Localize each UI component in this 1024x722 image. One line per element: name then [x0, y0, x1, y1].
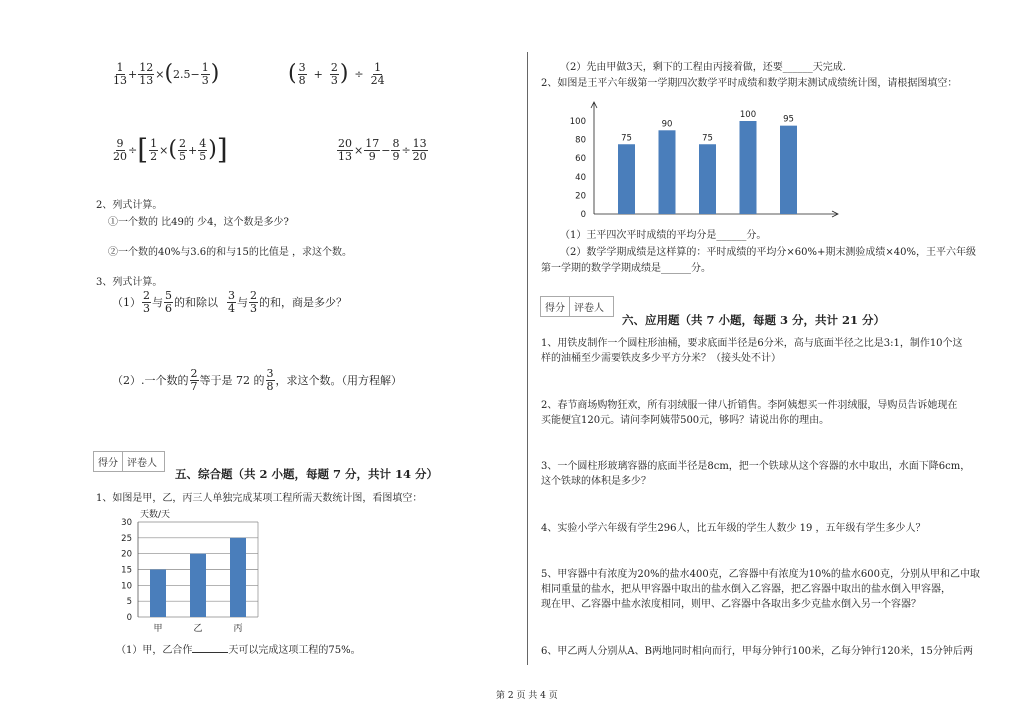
- bar: [659, 130, 676, 214]
- y-tick-label: 10: [121, 581, 132, 592]
- data-label: 100: [739, 110, 757, 120]
- question-2-1-right: （1）王平四次平时成绩的平均分是______分。: [560, 230, 767, 241]
- question-3-title: 3、列式计算。: [96, 277, 163, 288]
- calc-expression-4: $\frac{20}{13}$ × $\frac{17}{9}$ − $\frac{8}{9}$ ÷ $\frac{13}{20}$: [338, 137, 427, 163]
- section-6-title: 六、应用题（共 7 小题，每题 3 分，共计 21 分）: [622, 313, 886, 327]
- y-tick-label: 30: [121, 518, 132, 528]
- y-tick-label: 15: [121, 565, 132, 576]
- fraction: $\frac{4}{5}$: [199, 136, 207, 163]
- page-footer: 第 2 页 共 4 页: [496, 691, 558, 701]
- y-tick-label: 0: [580, 210, 586, 220]
- bar: [699, 144, 716, 214]
- fraction: $\frac{12}{13}$: [139, 61, 154, 87]
- y-tick-label: 40: [575, 172, 586, 183]
- reviewer-label: 评卷人: [127, 458, 157, 469]
- fraction: $\frac{3}{8}$: [266, 367, 274, 393]
- calc-expression-3: $\frac{9}{20}$ ÷ [ $\frac{1}{2}$ × ( $\frac{2}{5}$ + $\frac{4}{5}$ ) ]: [113, 133, 228, 166]
- fraction: $\frac{17}{9}$: [365, 137, 380, 163]
- x-tick-label: 乙: [193, 624, 203, 634]
- question-2-2b: 第一学期的数学学期成绩是______分。: [541, 263, 711, 274]
- fraction: $\frac{2}{3}$: [250, 289, 257, 315]
- y-tick-label: 60: [575, 154, 586, 165]
- score-bar-chart: [560, 92, 845, 222]
- app-question-5b: 相同重量的盐水，把从甲容器中取出的盐水倒入乙容器，把乙容器中取出的盐水倒入甲容器，: [541, 584, 951, 595]
- app-question-1a: 1、用铁皮制作一个圆柱形油桶，要求底面半径是6分米，高与底面半径之比是3:1，制作10个这: [541, 338, 963, 349]
- y-tick-label: 5: [126, 597, 132, 608]
- data-label: 90: [661, 119, 673, 130]
- fraction: $\frac{9}{20}$: [113, 136, 127, 163]
- app-question-5a: 5、甲容器中有浓度为20%的盐水400克，乙容器中有浓度为10%的盐水600克，分别从甲和乙中取: [541, 569, 980, 580]
- fraction: $\frac{1}{3}$: [201, 61, 209, 87]
- x-tick-label: 丙: [233, 624, 243, 634]
- x-tick-label: 甲: [153, 624, 163, 634]
- score-label: 得分: [541, 297, 570, 316]
- fraction: $\frac{2}{3}$: [143, 289, 150, 315]
- bar-乙: [190, 554, 206, 617]
- y-tick-label: 20: [575, 191, 586, 202]
- app-question-6: 6、甲乙两人分别从A、B两地同时相向而行，甲每分钟行100米，乙每分钟行120米，15分钟后两: [541, 646, 973, 657]
- app-question-2b: 买能便宜120元。请问李阿姨带500元，够吗？请说出你的理由。: [541, 415, 830, 426]
- fraction: $\frac{1}{2}$: [150, 136, 158, 163]
- fraction: $\frac{2}{7}$: [190, 367, 198, 393]
- fraction: $\frac{2}{5}$: [178, 136, 186, 163]
- answer-blank[interactable]: [192, 644, 228, 653]
- fraction: $\frac{5}{6}$: [165, 289, 172, 315]
- app-question-5c: 现在甲、乙容器中盐水浓度相同，则甲、乙容器中各取出多少克盐水倒入另一个容器？: [541, 599, 921, 610]
- question-3-1: （1） $\frac{2}{3}$ 与 $\frac{5}{6}$ 的和除以 $\frac{3}{4}$ 与 $\frac{2}{3}$ 的和，商是多少？: [112, 289, 347, 315]
- y-tick-label: 100: [569, 117, 586, 127]
- days-bar-chart: [108, 505, 268, 640]
- reviewer-label: 评卷人: [574, 303, 604, 314]
- app-question-3a: 3、一个圆柱形玻璃容器的底面半径是8cm，把一个铁球从这个容器的水中取出，水面下降6cm，: [541, 461, 971, 472]
- score-label: 得分: [94, 452, 123, 471]
- bar: [780, 126, 797, 214]
- fraction: $\frac{8}{9}$: [392, 137, 400, 163]
- bar: [618, 144, 635, 214]
- y-tick-label: 0: [126, 613, 132, 623]
- section-5-question-1: 1、如图是甲，乙，丙三人单独完成某项工程所需天数统计图，看图填空：: [96, 493, 423, 504]
- fraction: $\frac{20}{13}$: [338, 137, 352, 163]
- y-tick-label: 80: [575, 135, 586, 146]
- app-question-1b: 样的油桶至少需要铁皮多少平方分米？（接头处不计）: [541, 353, 781, 364]
- fraction: $\frac{3}{4}$: [228, 289, 235, 315]
- fraction: $\frac{13}{20}$: [412, 137, 427, 163]
- data-label: 75: [702, 133, 713, 144]
- bar-甲: [150, 570, 166, 618]
- fraction: $\frac{1}{13}$: [113, 61, 127, 87]
- fraction: $\frac{3}{8}$: [298, 61, 306, 87]
- calc-expression-2: ( $\frac{3}{8}$ + $\frac{2}{3}$ ) ÷ $\frac{1}{24}$: [288, 61, 385, 87]
- section-5-title: 五、综合题（共 2 小题，每题 7 分，共计 14 分）: [175, 467, 439, 481]
- app-question-4: 4、实验小学六年级有学生296人，比五年级的学生人数少 19 ，五年级有学生多少人？: [541, 523, 926, 534]
- question-3-2: （2）.一个数的 $\frac{2}{7}$ 等于是 72 的 $\frac{3}{8}$ ，求这个数。（用方程解）: [112, 367, 402, 393]
- question-2-1: ①一个数的 比49的 少4，这个数是多少?: [108, 217, 289, 228]
- data-label: 75: [621, 133, 632, 144]
- fraction: $\frac{1}{24}$: [370, 61, 385, 87]
- question-2-title: 2、列式计算。: [96, 200, 163, 211]
- app-question-2a: 2、春节商场购物狂欢，所有羽绒服一律八折销售。李阿姨想买一件羽绒服，导购员告诉她现在: [541, 400, 958, 411]
- column-divider: [527, 52, 528, 665]
- score-box: [93, 451, 165, 472]
- section-5-question-1-1: （1）甲，乙合作 天可以完成这项工程的75%。: [116, 645, 361, 656]
- data-label: 95: [783, 114, 794, 125]
- score-box: [540, 296, 614, 317]
- fraction: $\frac{2}{3}$: [330, 61, 338, 87]
- question-2-2a: （2）数学学期成绩是这样算的：平时成绩的平均分×60%+期末测验成绩×40%，王平六年级: [560, 247, 976, 258]
- app-question-3b: 这个铁球的体积是多少？: [541, 476, 651, 487]
- bar: [740, 121, 757, 214]
- bar-丙: [230, 538, 246, 617]
- y-tick-label: 25: [121, 533, 132, 544]
- y-axis-label: 天数/天: [140, 510, 171, 520]
- y-tick-label: 20: [121, 549, 132, 560]
- question-2-intro: 2、如图是王平六年级第一学期四次数学平时成绩和数学期末测试成绩统计图，请根据图填空：: [541, 78, 958, 89]
- calc-expression-1: $\frac{1}{13}$ + $\frac{12}{13}$ × ( 2.5− $\frac{1}{3}$ ): [113, 61, 220, 87]
- question-top: （2）先由甲做3天，剩下的工程由丙接着做，还要______天完成.: [560, 62, 846, 73]
- question-2-2: ②一个数的40%与3.6的和与15的比值是 ，求这个数。: [108, 247, 353, 258]
